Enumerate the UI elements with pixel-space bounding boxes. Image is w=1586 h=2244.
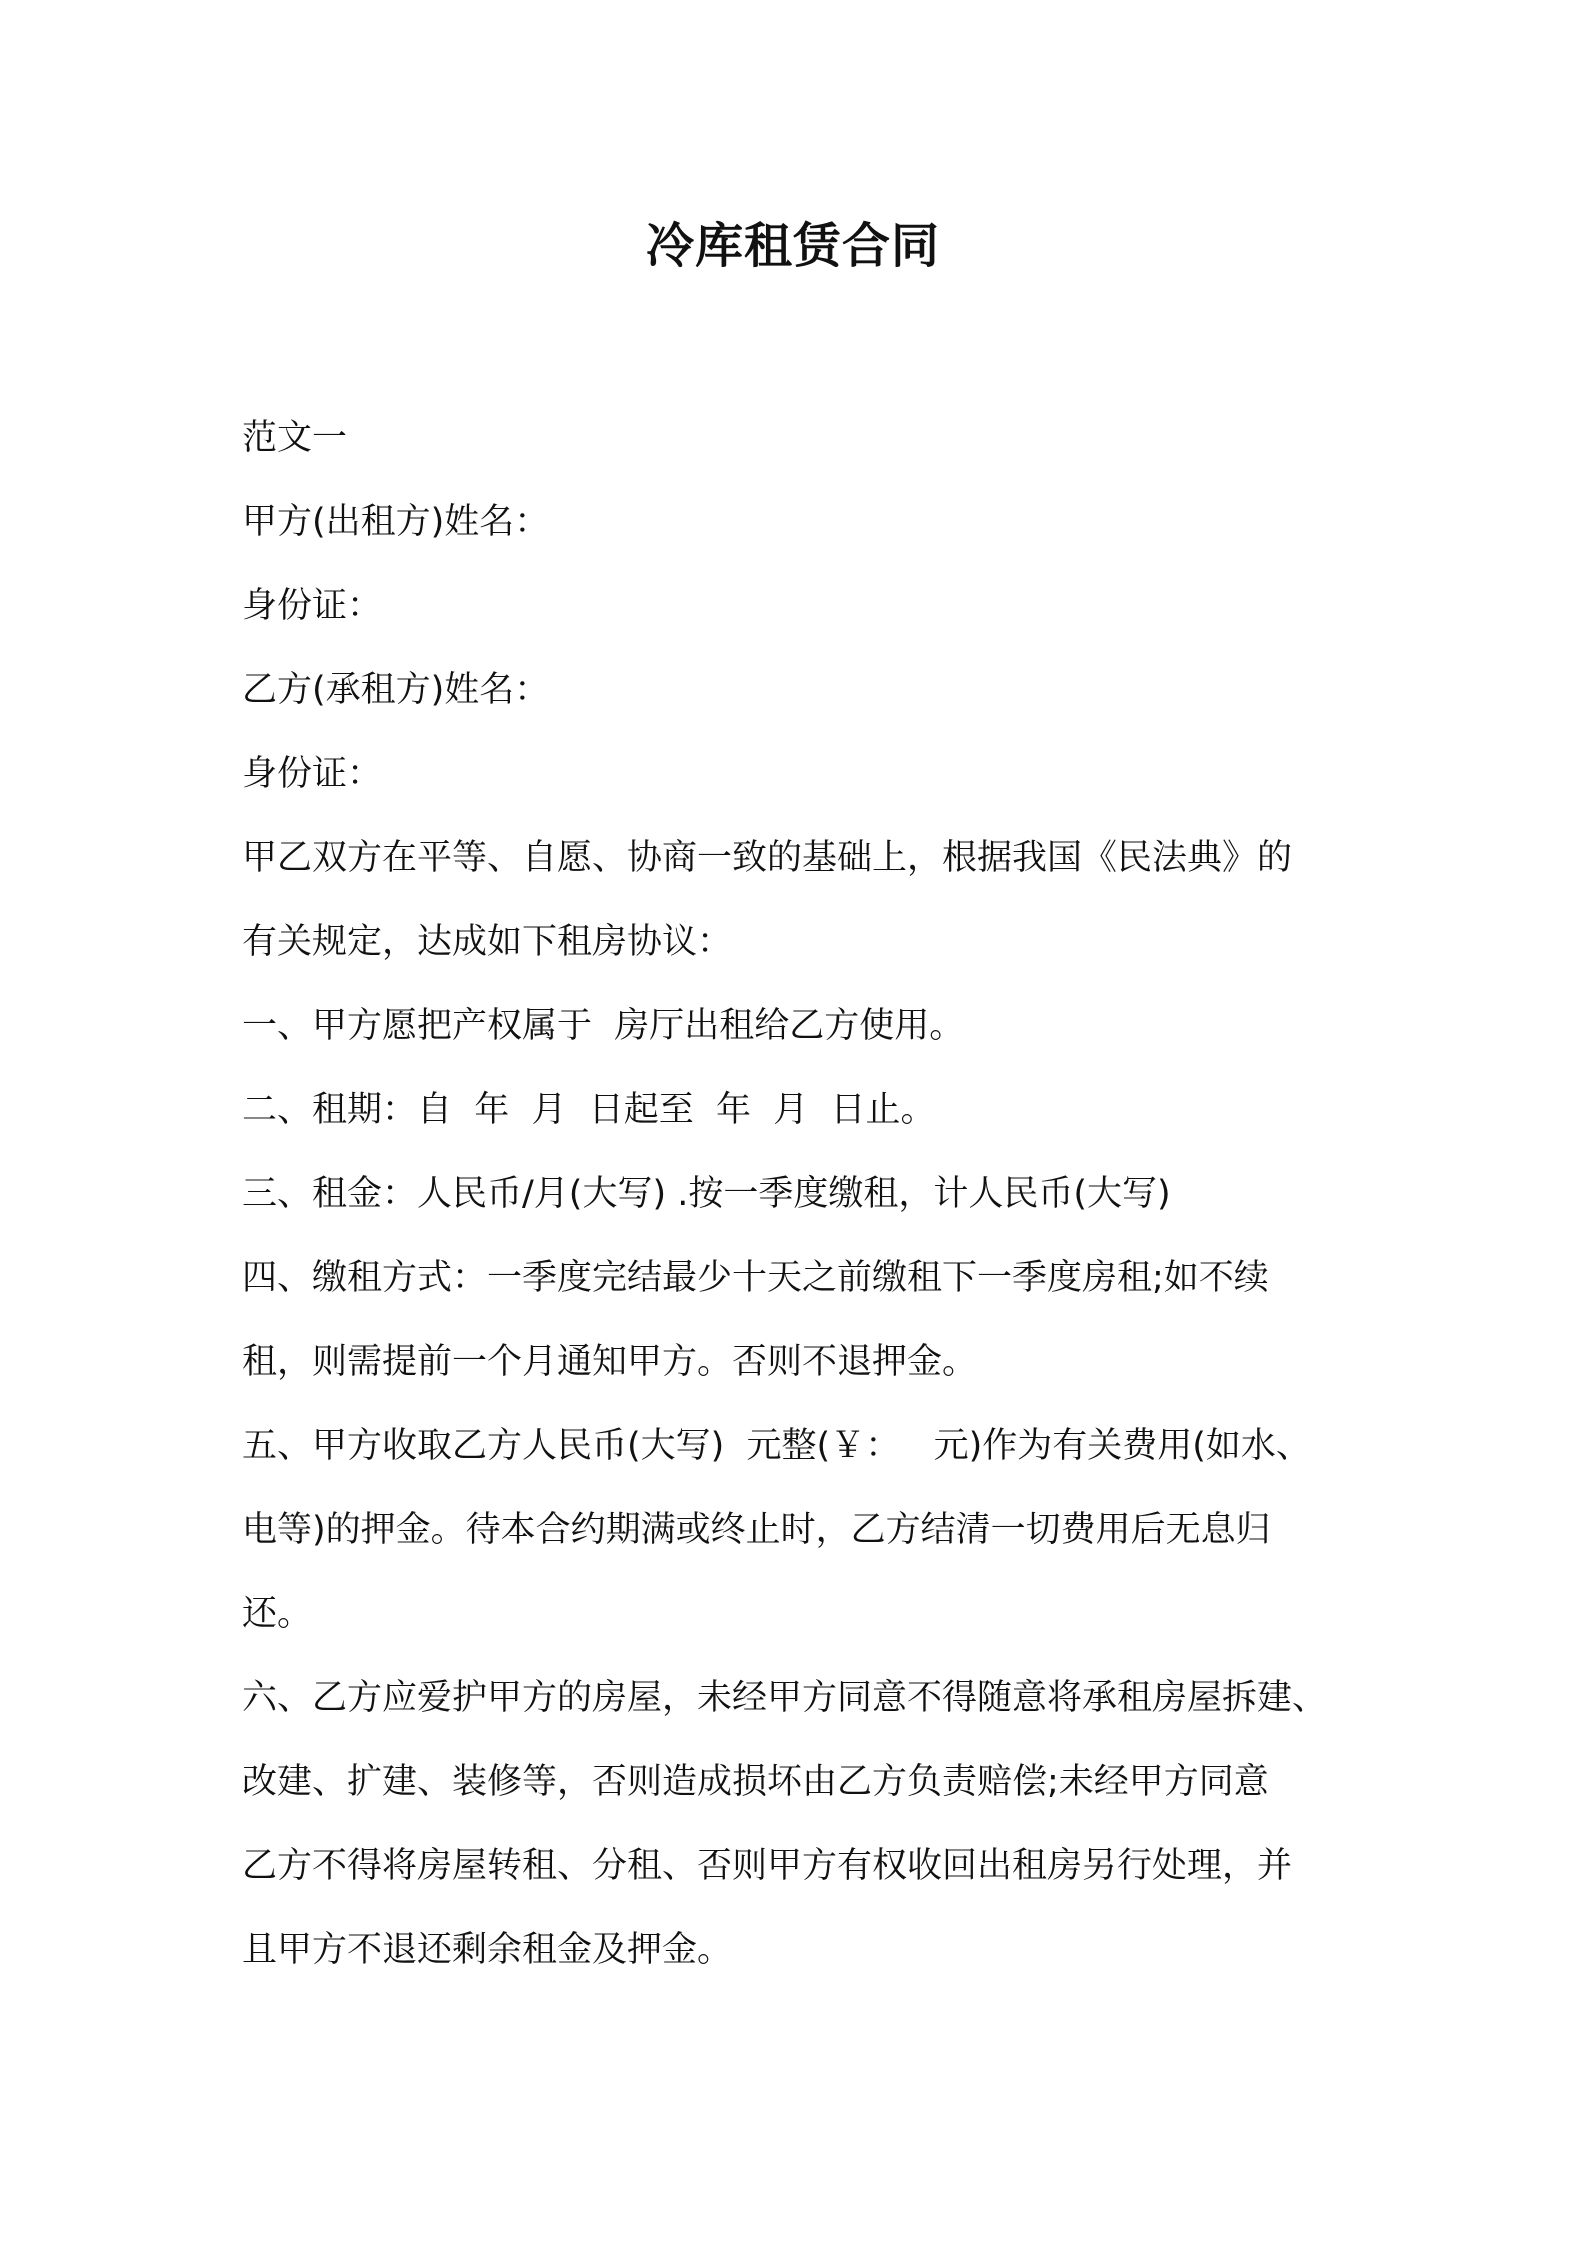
clause-4-line-2: 租，则需提前一个月通知甲方。否则不退押金。 [242,1342,978,1382]
clause-6-line-1: 六、乙方应爱护甲方的房屋，未经甲方同意不得随意将承租房屋拆建、 [242,1678,1328,1718]
clause-4-line-1: 四、缴租方式：一季度完结最少十天之前缴租下一季度房租;如不续 [242,1258,1269,1298]
party-a-name-line: 甲方(出租方)姓名： [242,502,550,542]
clause-5-line-2: 电等)的押金。待本合约期满或终止时，乙方结清一切费用后无息归 [242,1510,1271,1550]
preamble-line-2: 有关规定，达成如下租房协议： [242,922,733,962]
clause-5-line-1: 五、甲方收取乙方人民币(大写) 元整(￥： 元)作为有关费用(如水、 [242,1426,1311,1466]
clause-6-line-3: 乙方不得将房屋转租、分租、否则甲方有权收回出租房另行处理，并 [242,1846,1293,1886]
party-b-name-line: 乙方(承租方)姓名： [242,670,550,710]
preamble-line-1: 甲乙双方在平等、自愿、协商一致的基础上，根据我国《民法典》的 [242,838,1293,878]
clause-6-line-2: 改建、扩建、装修等，否则造成损坏由乙方负责赔偿;未经甲方同意 [242,1762,1269,1802]
party-b-id-line: 身份证： [242,754,383,794]
document-title: 冷库租赁合同 [645,218,940,274]
clause-1-line: 一、甲方愿把产权属于 房厅出租给乙方使用。 [242,1006,965,1046]
document-body [242,396,1362,1992]
clause-3-line: 三、租金：人民币/月(大写) .按一季度缴租，计人民币(大写) [242,1174,1171,1214]
party-a-id-line: 身份证： [242,586,383,626]
clause-5-line-3: 还。 [242,1594,313,1634]
clause-6-line-4: 且甲方不退还剩余租金及押金。 [242,1930,733,1970]
clause-2-line: 二、租期：自 年 月 日起至 年 月 日止。 [242,1090,936,1130]
section-heading-sample-one: 范文一 [242,418,348,458]
